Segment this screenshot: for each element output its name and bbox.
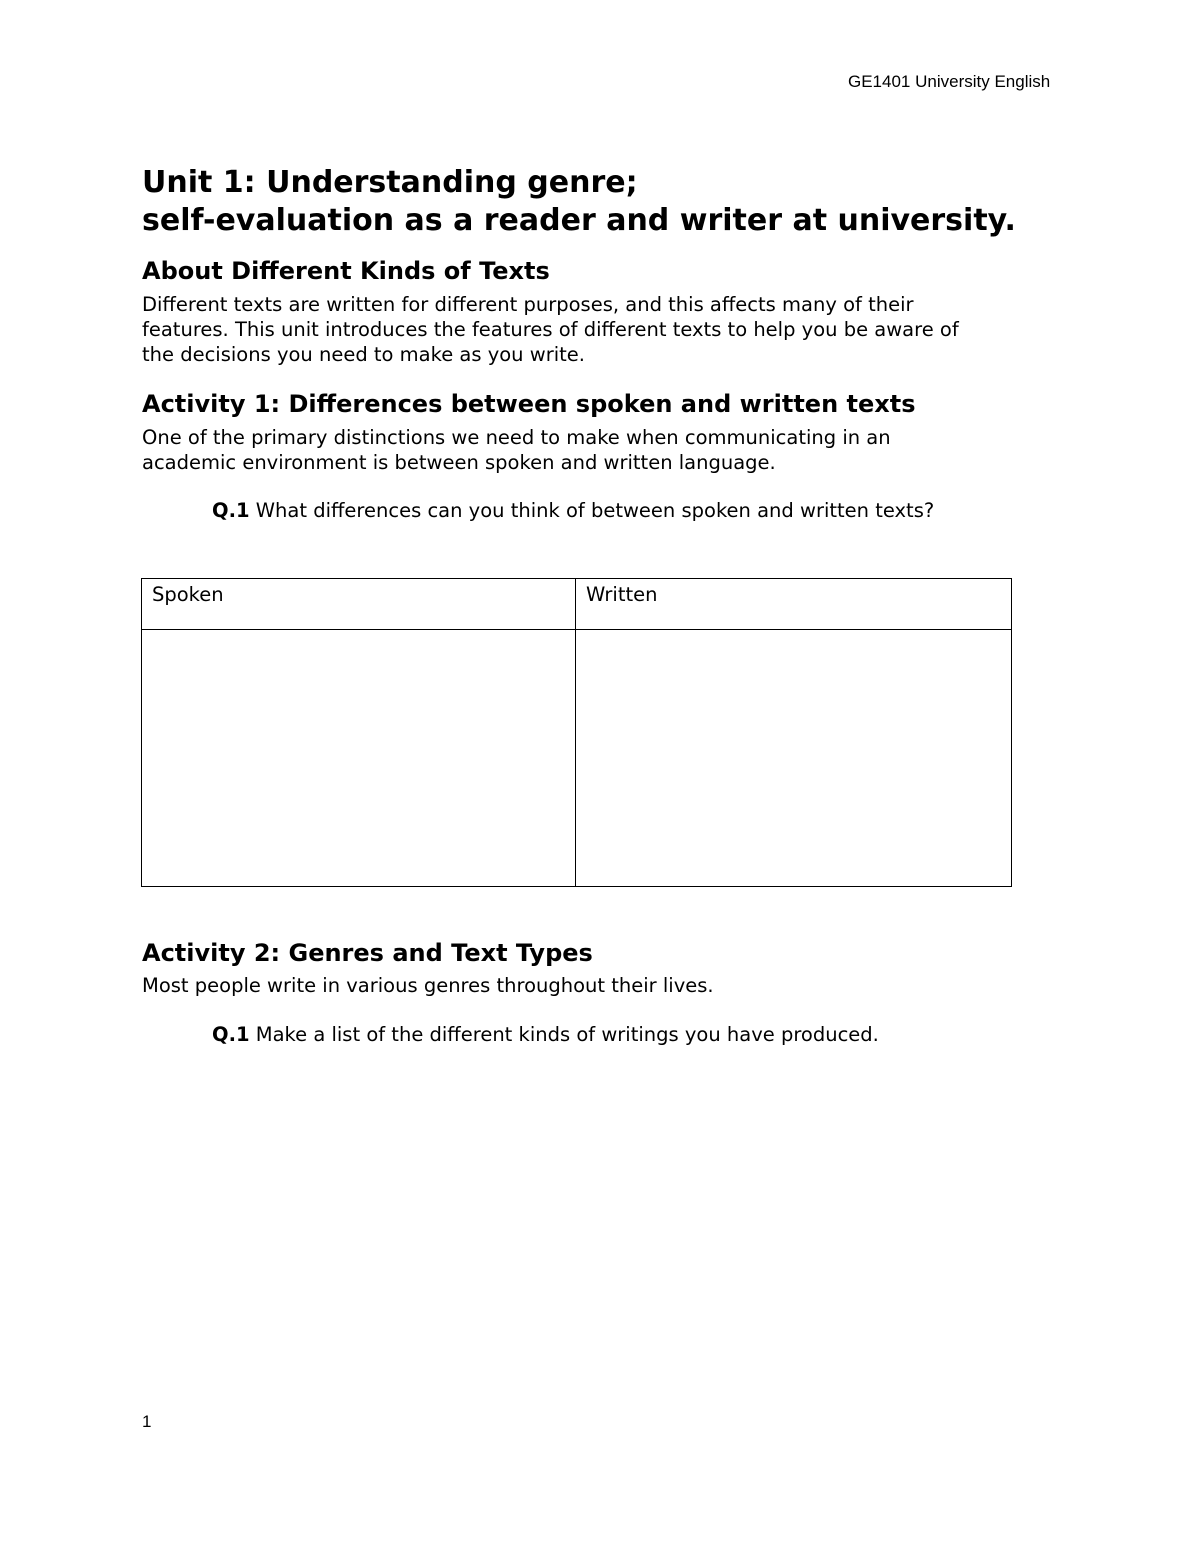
- activity-1-line-2: academic environment is between spoken and written language.: [142, 451, 776, 474]
- activity-2-question: [212, 1022, 879, 1047]
- table-header-written: Written: [576, 579, 1012, 630]
- question-text: What differences can you think of between spoken and written texts?: [249, 499, 935, 522]
- table-cell-written-answer[interactable]: [576, 630, 1012, 887]
- question-number: Q.1: [212, 1023, 250, 1046]
- table-answer-row: [142, 630, 1012, 887]
- activity-2-line-1: Most people write in various genres throughout their lives.: [142, 974, 714, 997]
- activity-2-paragraph: [142, 973, 714, 998]
- activity-2-heading: Activity 2: Genres and Text Types: [142, 939, 593, 967]
- about-paragraph: [142, 292, 959, 367]
- table-cell-spoken-answer[interactable]: [142, 630, 576, 887]
- question-number: Q.1: [212, 499, 250, 522]
- about-line-1: Different texts are written for different purposes, and this affects many of their: [142, 293, 914, 316]
- spoken-written-table: [141, 578, 1012, 887]
- question-text: Make a list of the different kinds of writings you have produced.: [249, 1023, 879, 1046]
- activity-1-paragraph: [142, 425, 891, 475]
- about-line-3: the decisions you need to make as you write.: [142, 343, 585, 366]
- page-number: 1: [142, 1412, 152, 1431]
- activity-1-line-1: One of the primary distinctions we need to make when communicating in an: [142, 426, 891, 449]
- activity-1-question: [212, 498, 934, 523]
- about-line-2: features. This unit introduces the features of different texts to help you be aware of: [142, 318, 959, 341]
- unit-title-line-1: Unit 1: Understanding genre;: [142, 165, 638, 200]
- table-header-spoken: Spoken: [142, 579, 576, 630]
- unit-title: [142, 164, 1016, 240]
- unit-title-line-2: self-evaluation as a reader and writer at university.: [142, 203, 1016, 238]
- table-header-row: [142, 579, 1012, 630]
- about-heading: About Different Kinds of Texts: [142, 257, 550, 285]
- page-header-course: GE1401 University English: [848, 72, 1051, 91]
- activity-1-heading: Activity 1: Differences between spoken and written texts: [142, 390, 916, 418]
